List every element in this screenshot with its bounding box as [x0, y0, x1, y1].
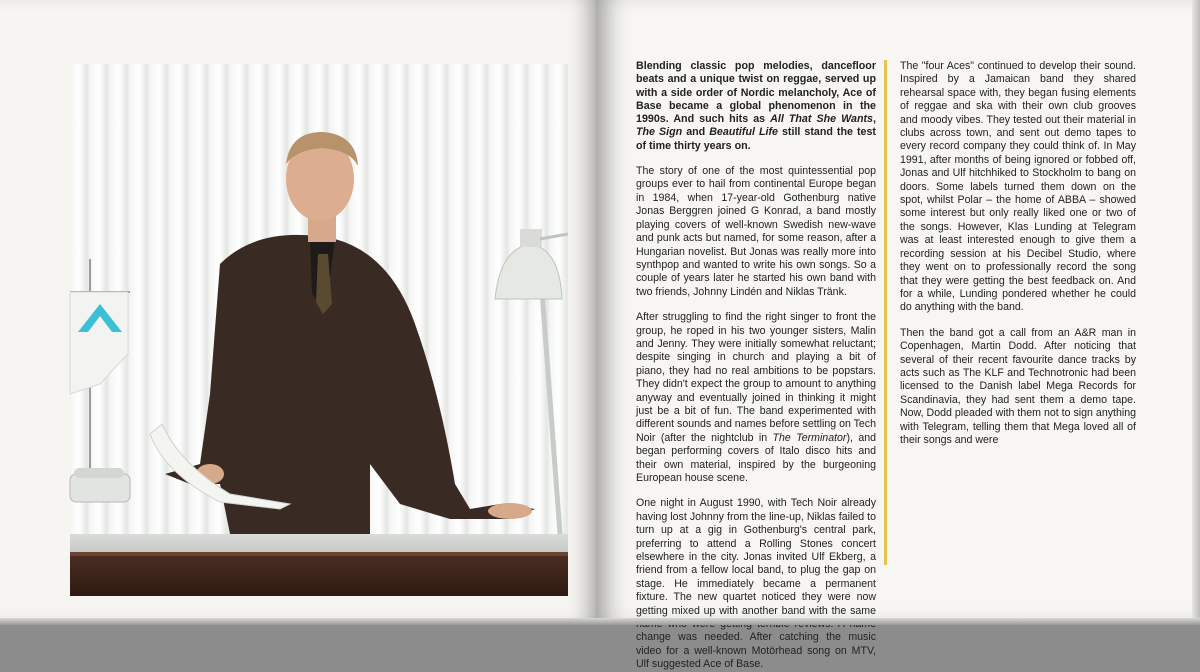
text-column-right — [900, 60, 1136, 459]
photo-scene — [70, 64, 568, 559]
telephone — [70, 468, 130, 502]
intro-paragraph — [636, 60, 876, 153]
column-divider — [884, 60, 887, 565]
desk — [70, 556, 568, 596]
man-figure — [150, 132, 535, 534]
page-edge — [1192, 0, 1200, 620]
film-title: The Terminator — [772, 431, 847, 444]
body-paragraph-3: One night in August 1990, with Tech Noir already having lost Johnny from the line-up, Niklas failed to turn up at a gig in Gothenburg's central park, preferring to attend a Rolling Stones concert elsewhere in the city. Jonas invited Ulf Ekberg, a friend from a fellow local band, to plug the gap on stage. He immediately became a permanent fixture. The new quartet noticed they were now getting mixed up with another band with the same change was needed. After catching the music video for a well-known Motörhead song on MTV, Ulf suggested Ace of Base. — [636, 497, 876, 671]
intro-separator: , — [873, 113, 876, 126]
pennant-flag — [70, 259, 130, 484]
left-page — [0, 0, 596, 620]
page-bottom-edge — [0, 618, 1200, 625]
song-title: The Sign — [636, 126, 683, 139]
text-column-left — [636, 60, 877, 671]
paragraph-text: After struggling to find the right singer to front the group, he roped in his two younger sisters, Malin and Jenny. They were initially somewhat reluctant; despite singing in church and playing a bit of piano, they had no real ambitions to be popstars. They didn't expect the group to amount to anything anyway and eventually joined in thinking it might just be a bit of fun. The band experimented with different sounds and names before settling on Tech Noir (after the nightclub in — [636, 311, 876, 444]
body-paragraph-5: Then the band got a call from an A&R man in Copenhagen, Martin Dodd. After noticing that several of their recent favourite dance tracks by acts such as The KLF and Technotronic had been licensed to the Danish label Mega Records for Scandinavia, they had sent them a demo tape. Now, Dodd pleaded with them not to sign anything with Telegram, telling them that Mega loved all of their songs and were — [900, 326, 1136, 446]
portrait-photo — [70, 64, 568, 559]
intro-text: Blending classic pop melodies, dancefloor beats and a unique twist on reggae, served up with a side order of Nordic melancholy, Ace of Base became a global phenomenon in the 1990s. And such hits as — [636, 60, 876, 126]
desk-lamp — [495, 229, 568, 534]
paragraph-text: ), and began performing covers of Italo disco hits and their own material, inspired by the burgeoning European house scene. — [636, 431, 877, 485]
body-paragraph-4: The "four Aces" continued to develop their sound. Inspired by a Jamaican band they shared rehearsal space with, they began fusing elements of reggae and ska with their own club grooves and moody vibes. They tested out their material in clubs across town, and sent out demo tapes to every record company they could think of. In May 1991, after months of being ignored or fobbed off, Jonas and Ulf hitchhiked to Stockholm to bang on doors. Some labels turned them down on the spot, whilst Polar – the home of ABBA – showed some interest but only really liked one or two of the songs. However, Klas Lunding at Telegram was at least interested enough to give them a recording session at his Decibel Studio, where they went on to professionally record the song that they were getting the best feedback on. And for a while, Lunding pondered whether he could do anything with the band. — [900, 60, 1136, 314]
song-title: Beautiful Life — [709, 126, 778, 139]
song-title: All That She Wants — [770, 113, 873, 126]
body-paragraph-1: The story of one of the most quintessential pop groups ever to hail from continental Europe began in 1984, when 17-year-old Gothenburg native Jonas Berggren joined G Konrad, a band mostly playing covers of well-known Swedish new-wave and punk acts but named, for some reason, after a Hungarian novelist. But Jonas was really more into synthpop and wanted to write his own songs. So a couple of years later he started his own band with two friends, Johnny Lindén and Niklas Tränk. — [636, 165, 876, 298]
intro-text: still stand the test of time thirty years on. — [636, 126, 876, 152]
body-paragraph-2 — [636, 311, 876, 485]
intro-separator: and — [682, 126, 710, 139]
